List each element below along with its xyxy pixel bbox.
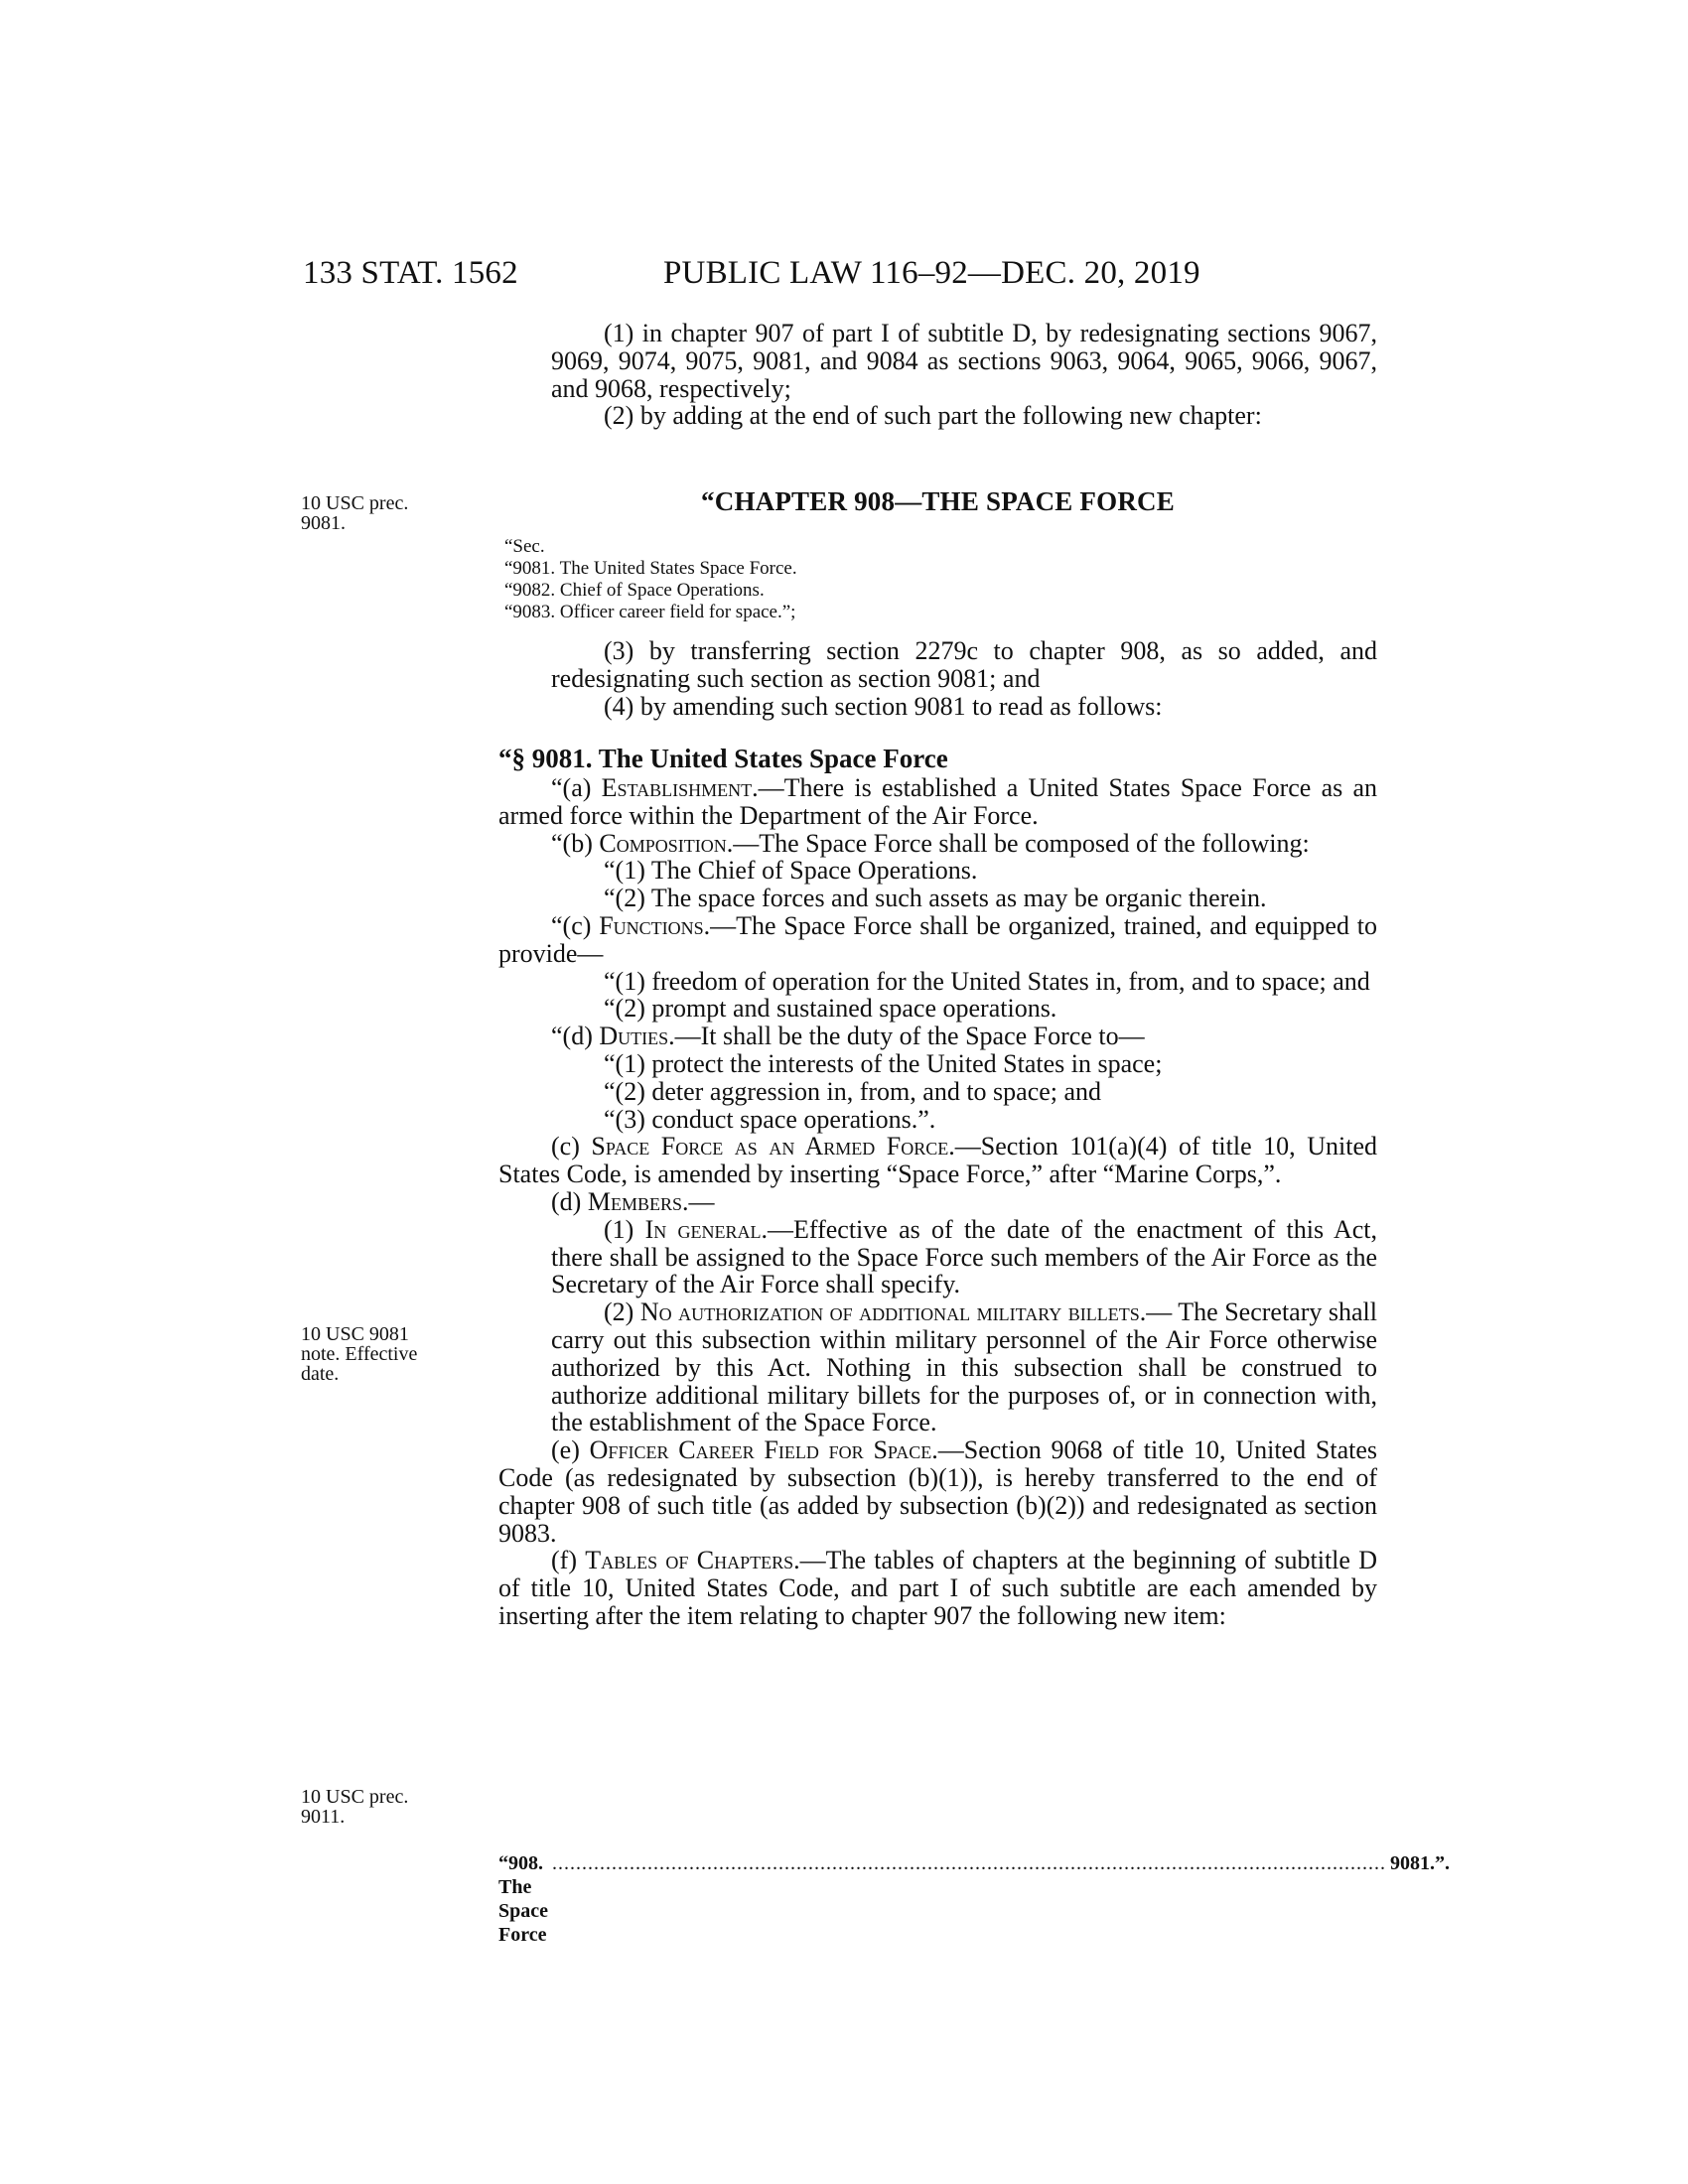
dot-leader: ............................................................................................................................................ (552, 1852, 1386, 1874)
margin-note-effective-date: 10 USC 9081 note. Effective date. (301, 1323, 418, 1385)
margin-note-prec-9011: 10 USC prec. 9011. (301, 1786, 409, 1828)
intro-item-2: (2) by adding at the end of such part the following new chapter: (604, 401, 1262, 431)
subsection-d-members: (d) Members.— (551, 1186, 715, 1216)
subsection-f: (f) Tables of Chapters.—The tables of chapters at the beginning of subtitle D of title 10, United States Code, and part I of such subtitle are each amended by inserting after the item relating to chapter 907 the following new item: (498, 1546, 1377, 1630)
subsection-heading: Tables of Chapters (585, 1546, 794, 1575)
subsection-c: “(c) Functions.—The Space Force shall be organized, trained, and equipped to provide— (498, 910, 1377, 968)
subsection-heading: Space Force as an Armed Force (591, 1132, 949, 1161)
table-of-chapters-item (498, 1851, 1450, 1947)
paragraph-d1-general: (1) In general.—Effective as of the date of the enactment of this Act, there shall be assigned to the Space Force such members of the Air Force as the Secretary of the Air Force shall specify. (551, 1214, 1377, 1299)
subsection-heading: Duties (599, 1022, 669, 1051)
subsection-d: “(d) Duties.—It shall be the duty of the Space Force to— (551, 1022, 1145, 1051)
subsection-c-armed-force: (c) Space Force as an Armed Force.—Section 101(a)(4) of title 10, United States Code, is amended by inserting “Space Force,” after “Marine Corps,”. (498, 1132, 1377, 1189)
paragraph-heading: In general (644, 1214, 762, 1244)
section-table (504, 536, 797, 623)
stat-reference: 133 STAT. 1562 (303, 255, 518, 291)
transfer-item-3: (3) by transferring section 2279c to chapter 908, as so added, and redesignating such section as section 9081; and (551, 636, 1377, 693)
section-heading: “§ 9081. The United States Space Force (498, 744, 948, 773)
table-item-label: “908. The Space Force (498, 1852, 548, 1946)
table-item-section: 9081.”. (1390, 1852, 1450, 1874)
chapter-heading: “CHAPTER 908—THE SPACE FORCE (701, 486, 1175, 516)
toc-item: “9081. The United States Space Force. (504, 558, 797, 579)
subsection-a: “(a) Establishment.—There is established a United States Space Force as an armed force within the Department of the Air Force. (498, 773, 1377, 830)
transfer-item-4: (4) by amending such section 9081 to read as follows: (604, 691, 1163, 721)
subsection-b: “(b) Composition.—The Space Force shall be composed of the following: (551, 828, 1310, 858)
paragraph-c1: “(1) freedom of operation for the United States in, from, and to space; and (604, 966, 1370, 996)
paragraph-c2: “(2) prompt and sustained space operations. (604, 994, 1057, 1024)
margin-note-prec-9081: 10 USC prec. 9081. (301, 492, 409, 534)
subsection-heading: Establishment (601, 773, 753, 802)
paragraph-d1: “(1) protect the interests of the United States in space; (604, 1048, 1163, 1078)
public-law-title: PUBLIC LAW 116–92—DEC. 20, 2019 (663, 255, 1200, 291)
intro-block (498, 320, 1377, 430)
subsection-heading: Functions (599, 910, 704, 940)
subsection-heading: Composition (599, 828, 727, 858)
toc-item: “9082. Chief of Space Operations. (504, 580, 765, 601)
transfer-block (498, 637, 1377, 720)
subsection-heading: Members (587, 1186, 682, 1216)
paragraph-d2-billets: (2) No authorization of additional military billets.— The Secretary shall carry out this subsection within military personnel of the Air Force otherwise authorized by this Act. Nothing in this subsection shall be construed to authorize additional military billets for the purposes of, or in connection with, the establishment of the Space Force. (551, 1297, 1377, 1437)
paragraph-heading: No authorization of additional military billets (639, 1297, 1140, 1327)
paragraph-b1: “(1) The Chief of Space Operations. (604, 856, 978, 886)
toc-label: “Sec. (504, 536, 545, 557)
paragraph-b2: “(2) The space forces and such assets as may be organic therein. (604, 884, 1267, 913)
subsection-heading: Officer Career Field for Space (589, 1435, 932, 1465)
toc-item: “9083. Officer career field for space.”; (504, 602, 796, 622)
section-body (498, 774, 1377, 1630)
intro-item-1: (1) in chapter 907 of part I of subtitle D, by redesignating sections 9067, 9069, 9074, 9075, 9081, and 9084 as sections 9063, 9064, 9065, 9066, 9067, and 9068, respectively; (551, 319, 1377, 403)
paragraph-d2: “(2) deter aggression in, from, and to space; and (604, 1076, 1102, 1106)
subsection-e: (e) Officer Career Field for Space.—Section 9068 of title 10, United States Code (as redesignated by subsection (b)(1)), is hereby transferred to the end of chapter 908 of such title (as added by subsection (b)(2)) and redesignated as section 9083. (498, 1435, 1377, 1548)
paragraph-d3: “(3) conduct space operations.”. (604, 1104, 936, 1134)
